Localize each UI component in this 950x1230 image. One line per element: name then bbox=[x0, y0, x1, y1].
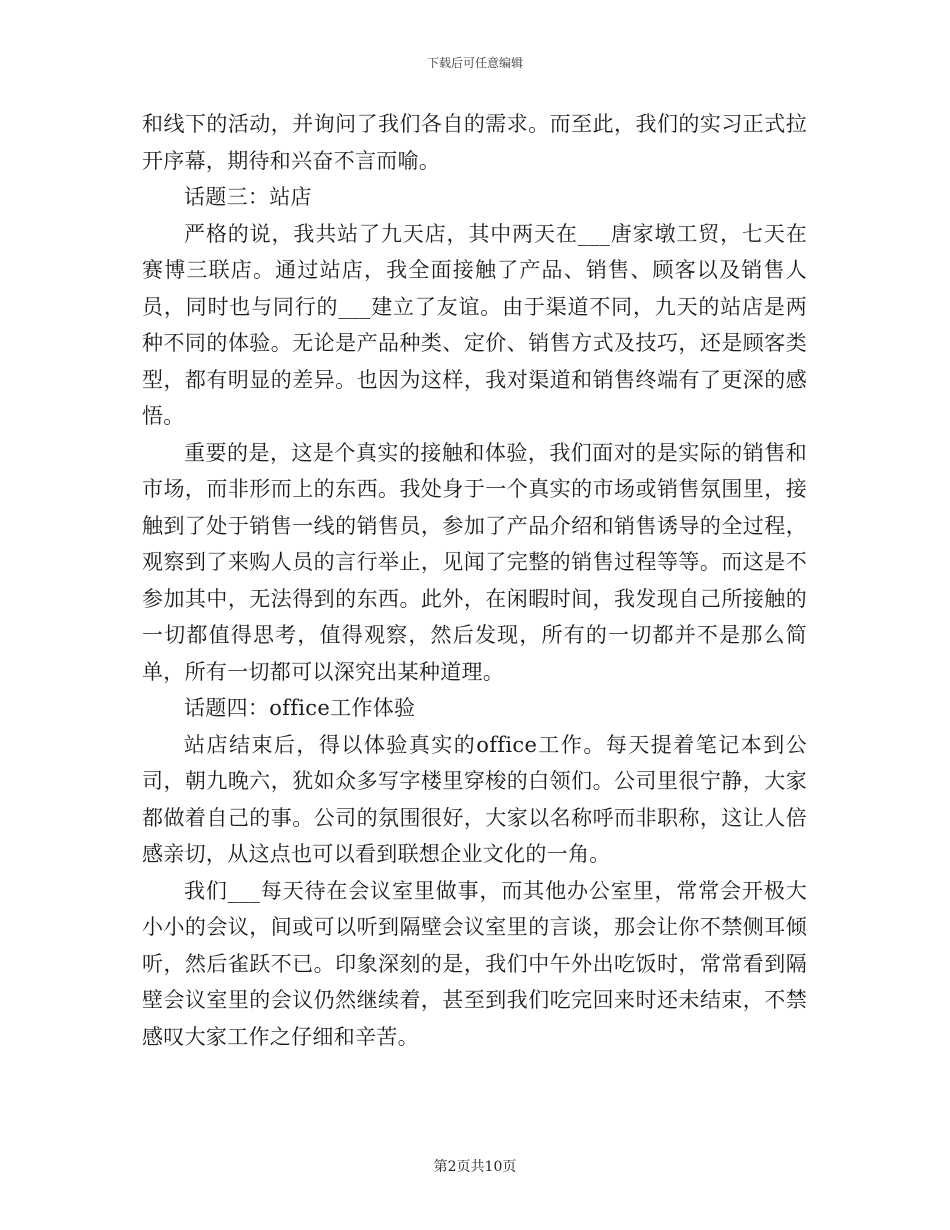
section-heading-topic-four: 话题四：office工作体验 bbox=[184, 696, 416, 720]
paragraph-office-work: 站店结束后，得以体验真实的office工作。每天提着笔记本到公司，朝九晚六，犹如众多写字楼里穿梭的白领们。公司里很宁静，大家都做着自己的事。公司的氛围很好，大家以名称呼而非职称，这让人倍感亲切，从这点也可以看到联想企业文化的一角。 bbox=[142, 732, 807, 866]
section-heading-topic-three: 话题三：站店 bbox=[184, 185, 312, 209]
header-note: 下载后可任意编辑 bbox=[426, 56, 523, 70]
paragraph-real-experience: 重要的是，这是个真实的接触和体验，我们面对的是实际的销售和市场，而非形而上的东西。我处身于一个真实的市场或销售氛围里，接触到了处于销售一线的销售员，参加了产品介绍和销售诱导的全过程，观察到了来购人员的言行举止，见闻了完整的销售过程等等。而这是不参加其中，无法得到的东西。此外，在闲暇时间，我发现自己所接触的一切都值得思考，值得观察，然后发现，所有的一切都并不是那么简单，所有一切都可以深究出某种道理。 bbox=[142, 440, 807, 684]
document-body bbox=[142, 106, 807, 1055]
paragraph-store-duty: 严格的说，我共站了九天店，其中两天在___唐家墩工贸，七天在赛博三联店。通过站店，我全面接触了产品、销售、顾客以及销售人员，同时也与同行的___建立了友谊。由于渠道不同，九天的站店是两种不同的体验。无论是产品种类、定价、销售方式及技巧，还是顾客类型，都有明显的差异。也因为这样，我对渠道和销售终端有了更深的感悟。 bbox=[142, 221, 807, 428]
page-number: 第2页共10页 bbox=[433, 1159, 517, 1175]
paragraph-continuation: 和线下的活动，并询问了我们各自的需求。而至此，我们的实习正式拉开序幕，期待和兴奋不言而喻。 bbox=[142, 112, 807, 173]
paragraph-meeting-room: 我们___每天待在会议室里做事，而其他办公室里，常常会开极大小小的会议，间或可以听到隔壁会议室里的言谈，那会让你不禁侧耳倾听，然后雀跃不已。印象深刻的是，我们中午外出吃饭时，常常看到隔壁会议室里的会议仍然继续着，甚至到我们吃完回来时还未结束，不禁感叹大家工作之仔细和辛苦。 bbox=[142, 878, 807, 1049]
